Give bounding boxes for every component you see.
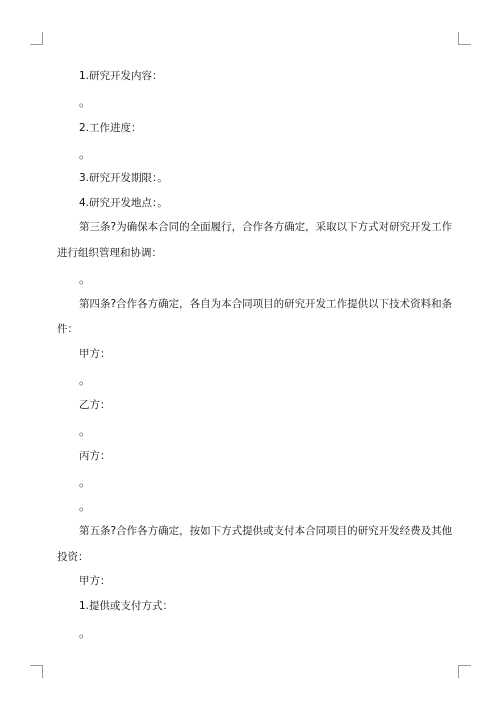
blank-fill-mark: 。 xyxy=(79,272,92,286)
blank-fill-mark: 。 xyxy=(79,373,92,387)
article-five-line-2: 投资： xyxy=(57,551,89,563)
party-a-label-2: 甲方： xyxy=(79,575,111,587)
blank-fill-mark: 。 xyxy=(79,475,92,489)
article-three-line-1: 第三条?为确保本合同的全面履行，合作各方确定，采取以下方式对研究开发工作 xyxy=(79,221,453,233)
crop-mark-bottom-right xyxy=(458,665,471,678)
heading-research-period: 3.研究开发期限：。 xyxy=(79,172,168,184)
heading-work-progress: 2.工作进度： xyxy=(79,122,142,134)
article-three-line-2: 进行组织管理和协调： xyxy=(57,247,162,259)
heading-research-location: 4.研究开发地点：。 xyxy=(79,197,168,209)
heading-payment-method: 1.提供或支付方式： xyxy=(79,600,174,612)
blank-fill-mark: 。 xyxy=(79,424,92,438)
article-four-line-2: 件： xyxy=(57,323,78,335)
heading-research-content: 1.研究开发内容： xyxy=(79,70,163,82)
party-c-label: 丙方： xyxy=(79,450,111,462)
article-five-line-1: 第五条?合作各方确定，按如下方式提供或支付本合同项目的研究开发经费及其他 xyxy=(79,525,453,537)
blank-fill-mark: 。 xyxy=(79,499,92,513)
crop-mark-top-left xyxy=(30,32,43,45)
party-b-label: 乙方： xyxy=(79,399,111,411)
blank-fill-mark: 。 xyxy=(79,95,92,109)
article-four-line-1: 第四条?合作各方确定，各自为本合同项目的研究开发工作提供以下技术资料和条 xyxy=(79,298,453,310)
party-a-label: 甲方： xyxy=(79,348,111,360)
blank-fill-mark: 。 xyxy=(79,147,92,161)
blank-fill-mark: 。 xyxy=(79,626,92,640)
crop-mark-bottom-left xyxy=(30,665,43,678)
crop-mark-top-right xyxy=(458,32,471,45)
